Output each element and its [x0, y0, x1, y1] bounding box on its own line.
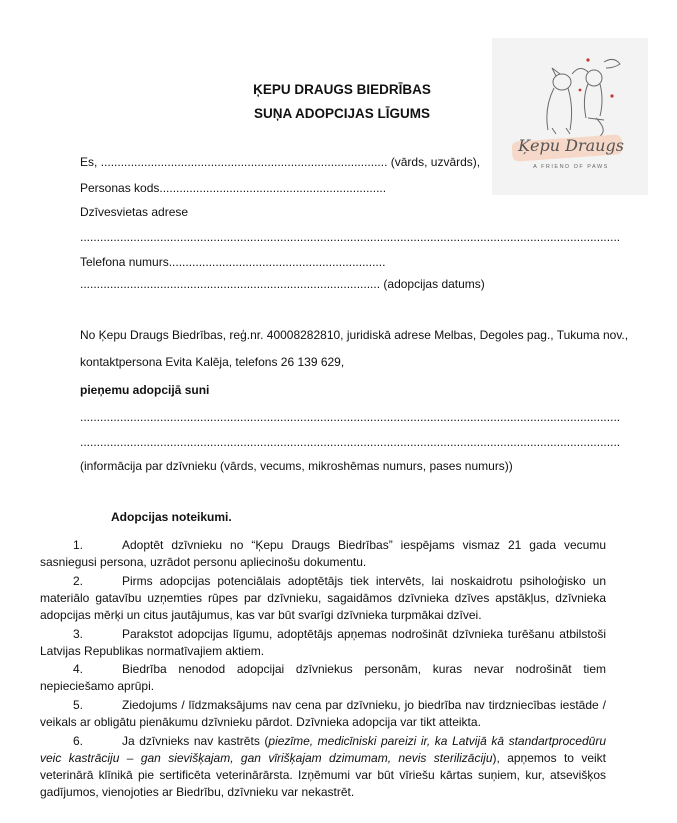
rule-number: 5. [73, 698, 84, 712]
rule-number: 6. [73, 734, 84, 748]
rule-item [40, 573, 606, 624]
rule-number: 1. [73, 538, 84, 552]
rule-number: 3. [73, 627, 84, 641]
rule-text-italic-note: piezīme, medicīniski pareizi ir, ka Latvijā kā standartprocedūru veic kastrāciju – gan sievišķajam, gan vīrišķajam dzimumam, nevis sterilizāciju [40, 734, 606, 765]
rule-text: Biedrība nenodod adopcijai dzīvniekus personām, kuras nevar nodrošināt tiem nepieciešamo aprūpi. [40, 662, 606, 693]
logo-tagline: A FRIEND OF PAWS [533, 164, 609, 170]
rule-number: 4. [73, 662, 84, 676]
dog-info-field-1[interactable]: .................................................................................................................................................................. [80, 410, 621, 424]
name-field[interactable] [80, 155, 480, 169]
rule-item [40, 697, 606, 731]
logo-name: Ķepu Draugs [518, 136, 624, 155]
rule-text: Pirms adopcijas potenciālais adoptētājs tiek intervēts, lai noskaidrotu psiholoģisko un materiālo gatavību uzņemties rūpes par dzīvnieku, sagaidāmos dzīvnieka dzīves apstākļus, dzīvnieka adopcijas mērķi un citus jautājumus, kas var būt svarīgi dzīvnieka turpmākai dzīvei. [40, 574, 606, 622]
rule-item [40, 626, 606, 660]
name-hint: (vārds, uzvārds), [390, 155, 481, 169]
accept-dog-heading: pieņemu adopcijā suni [80, 383, 210, 397]
address-label: Dzīvesvietas adrese [80, 205, 189, 219]
rule-item [40, 537, 606, 571]
es-label: Es, [80, 155, 98, 169]
rule-item [40, 733, 606, 801]
dogs-illustration-icon [492, 38, 648, 138]
rule-number: 2. [73, 574, 84, 588]
rule-text-after: ), apņemos to veikt veterinārā klīnikā pie sertificēta veterinārārsta. Izņēmumi var būt vīriešu kārtas suņiem, kur, atsevišķos gadījumos, vienojoties ar Biedrību, dzīvnieku var nekastrēt. [40, 751, 606, 799]
rule-text-before: Ja dzīvnieks nav kastrēts ( [122, 734, 269, 748]
rule-text: Adoptēt dzīvnieku no “Ķepu Draugs Biedrības” iespējams vismaz 21 gada vecumu sasniegusi persona, uzrādot personu apliecinošu dokumentu. [40, 538, 606, 569]
phone-field[interactable]: Telefona numurs................................................................. [80, 255, 386, 269]
date-hint: (adopcijas datums) [383, 277, 485, 291]
personal-code-field[interactable]: Personas kods.................................................................... [80, 181, 387, 195]
dog-info-hint: (informācija par dzīvnieku (vārds, vecums, mikroshēmas numurs, pases numurs)) [80, 459, 513, 473]
adoption-date-field[interactable] [80, 277, 485, 291]
rule-text: Parakstot adopcijas līgumu, adoptētājs apņemas nodrošināt dzīvnieka turēšanu atbilstoši Latvijas Republikas normatīvajiem aktiem. [40, 627, 606, 658]
dog-info-field-2[interactable]: .................................................................................................................................................................. [80, 435, 621, 449]
title-line-1: ĶEPU DRAUGS BIEDRĪBAS [253, 82, 431, 97]
contact-person-line: kontaktpersona Evita Kalēja, telefons 26 139 629, [80, 355, 345, 369]
name-dots: ...................................................................................... [100, 155, 388, 169]
rules-heading: Adopcijas noteikumi. [111, 510, 232, 524]
organization-line: No Ķepu Draugs Biedrības, reģ.nr. 40008282810, juridiskā adrese Melbas, Degoles pag., Tukuma nov., [80, 328, 629, 342]
rule-text: Ziedojums / līdzmaksājums nav cena par dzīvnieku, jo biedrība nav tirdzniecības iestāde / veikals ar obligātu pienākumu dzīvnieku pārdot. Dzīvnieka adopcija var tikt atteikta. [40, 698, 606, 729]
date-dots: .......................................................................................... [80, 277, 381, 291]
rule-item [40, 661, 606, 695]
address-field[interactable]: .................................................................................................................................................................. [80, 230, 621, 244]
title-line-2: SUŅA ADOPCIJAS LĪGUMS [253, 106, 430, 121]
logo [492, 38, 648, 195]
